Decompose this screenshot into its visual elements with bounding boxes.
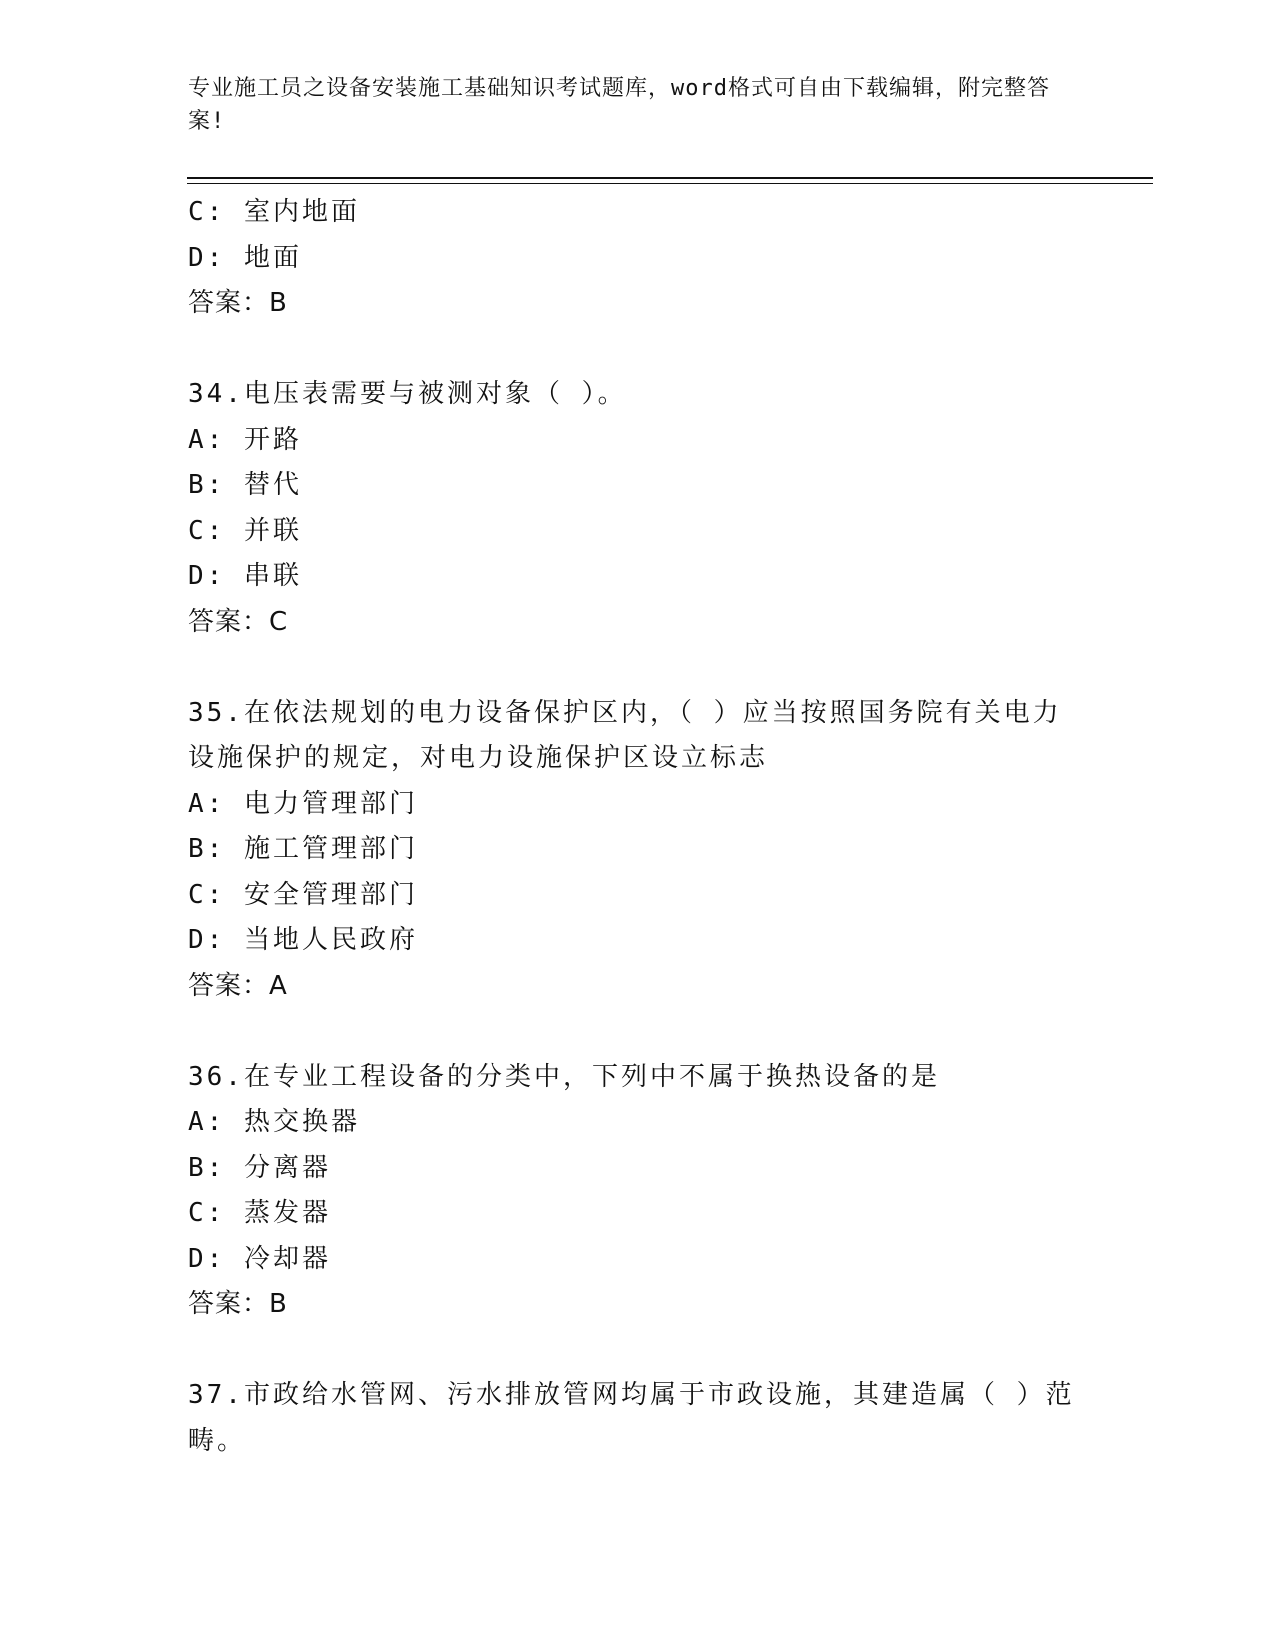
option-line: D: 当地人民政府: [188, 925, 418, 955]
answer-line: 答案：A: [188, 970, 288, 1001]
question-text: 37.市政给水管网、污水排放管网均属于市政设施，其建造属（ ）范: [188, 1380, 1075, 1410]
header-rule-thin: [187, 183, 1153, 184]
block-gap: [188, 327, 1088, 373]
answer-line: 答案：B: [188, 288, 288, 318]
option-line: D: 地面: [188, 242, 302, 273]
question-text: 畴。: [188, 1425, 247, 1456]
option-line: B: 分离器: [188, 1152, 331, 1183]
option-line: A: 开路: [188, 424, 302, 455]
block-gap: [188, 645, 1088, 691]
option-line: D: 串联: [188, 561, 302, 591]
question-text: 设施保护的规定，对电力设施保护区设立标志: [188, 743, 769, 773]
question-text: 35.在依法规划的电力设备保护区内，（ ）应当按照国务院有关电力: [188, 697, 1062, 728]
answer-line: 答案：C: [188, 606, 289, 637]
option-line: C: 室内地面: [188, 197, 360, 227]
question-text: 36.在专业工程设备的分类中，下列中不属于换热设备的是: [188, 1061, 940, 1092]
option-line: A: 电力管理部门: [188, 788, 418, 819]
question-list: [188, 190, 1088, 1464]
header-rule-thick: [187, 177, 1153, 179]
answer-line: 答案：B: [188, 1289, 288, 1319]
option-line: D: 冷却器: [188, 1243, 331, 1274]
option-line: C: 并联: [188, 515, 302, 546]
option-line: B: 施工管理部门: [188, 834, 418, 864]
option-line: B: 替代: [188, 470, 302, 500]
option-line: A: 热交换器: [188, 1107, 360, 1137]
page-header: 专业施工员之设备安装施工基础知识考试题库，word格式可自由下载编辑，附完整答案!: [188, 76, 1050, 134]
option-line: C: 安全管理部门: [188, 879, 418, 910]
option-line: C: 蒸发器: [188, 1198, 331, 1228]
question-text: 34.电压表需要与被测对象（ ）。: [188, 379, 627, 409]
block-gap: [188, 1009, 1088, 1055]
block-gap: [188, 1328, 1088, 1374]
